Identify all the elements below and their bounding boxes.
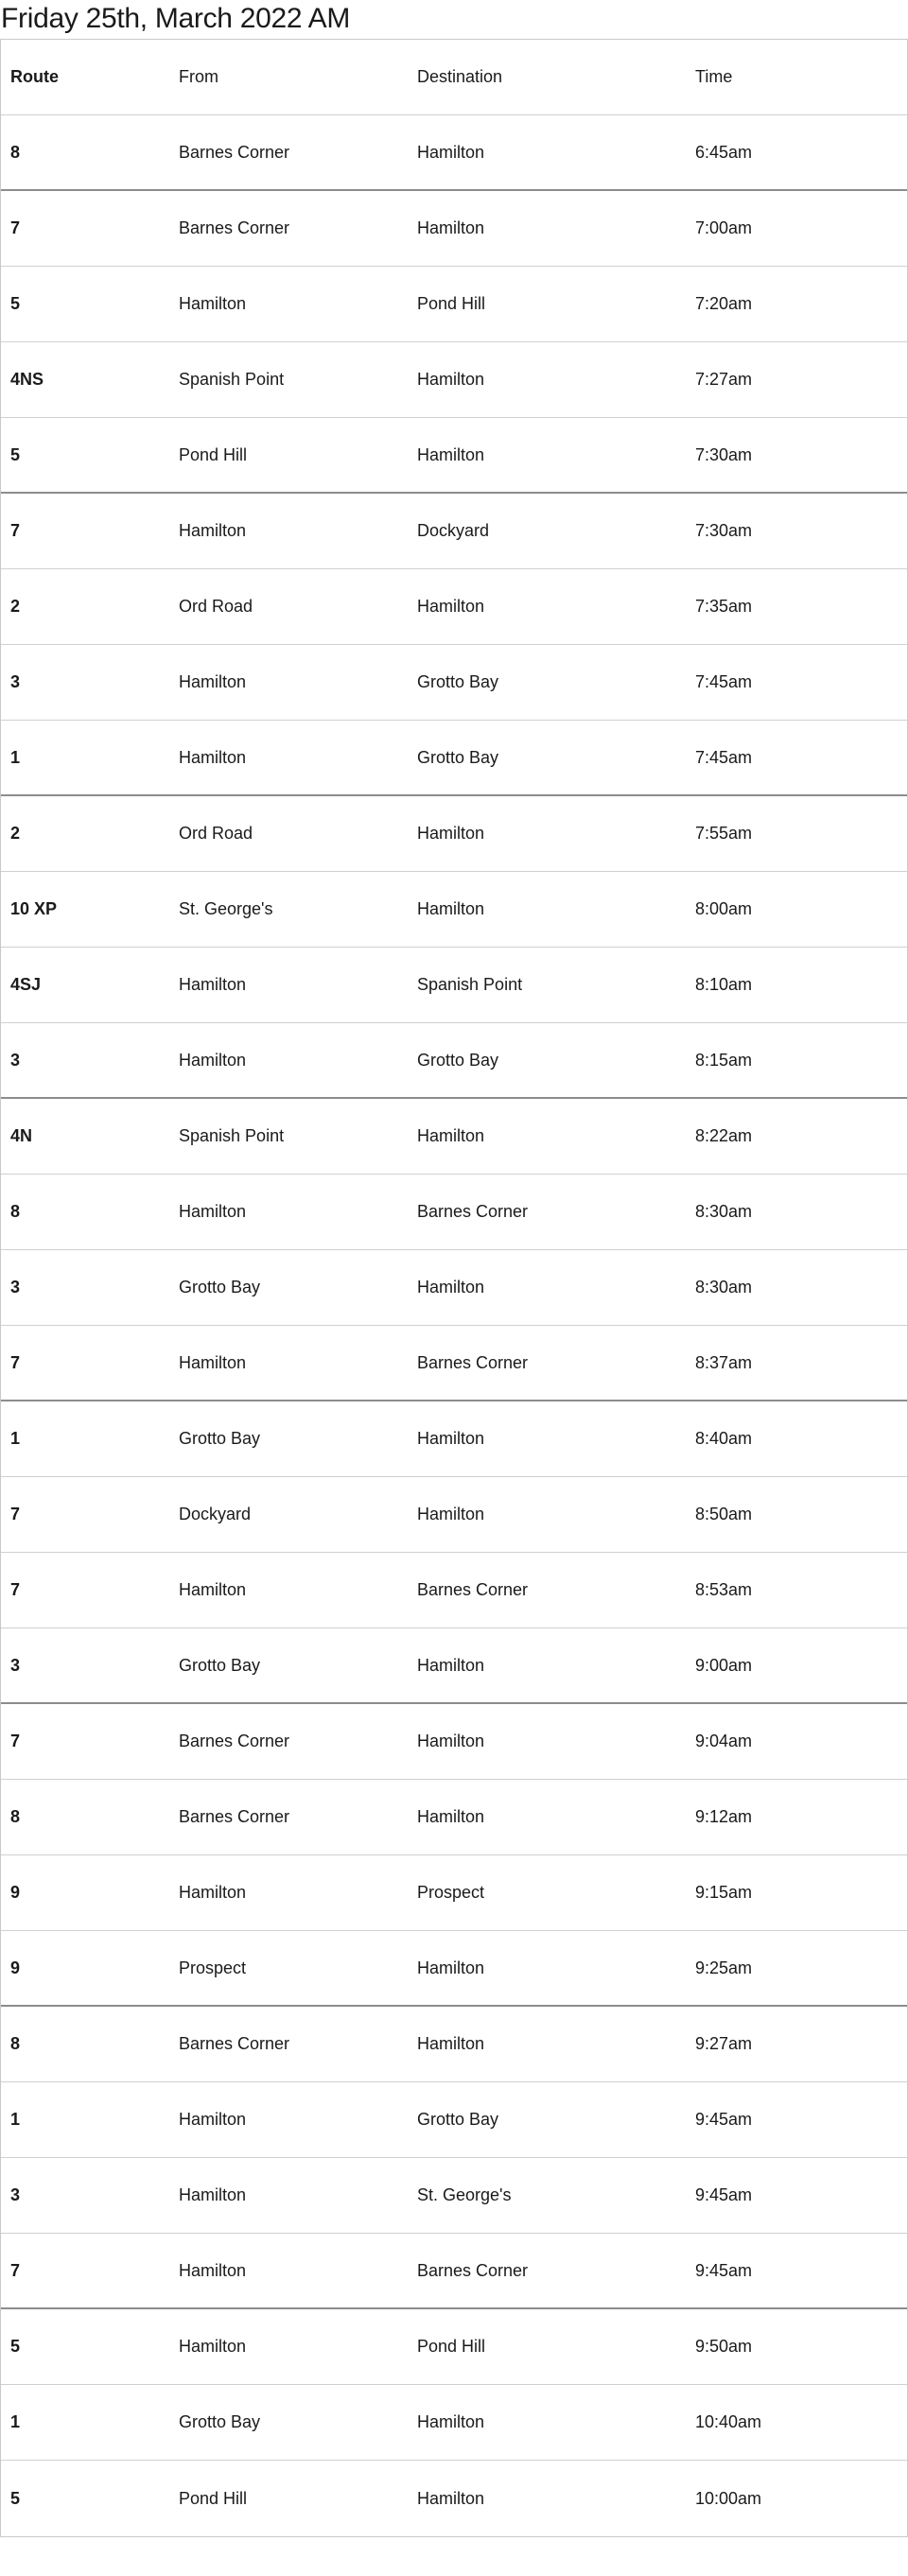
from-cell: Barnes Corner xyxy=(179,2034,290,2053)
route-cell: 7 xyxy=(10,218,21,237)
time-cell: 9:25am xyxy=(695,1958,753,1977)
table-row xyxy=(1,2007,907,2082)
destination-cell: Pond Hill xyxy=(417,294,486,313)
from-cell: Pond Hill xyxy=(179,444,248,464)
route-cell: 9 xyxy=(10,1958,21,1977)
route-cell: 7 xyxy=(10,1732,21,1750)
time-cell: 9:04am xyxy=(695,1732,753,1750)
destination-cell: Hamilton xyxy=(417,1655,485,1675)
table-row xyxy=(1,872,907,948)
column-header-destination: Destination xyxy=(417,67,503,86)
time-cell: 9:45am xyxy=(695,2185,753,2204)
time-cell: 9:00am xyxy=(695,1655,753,1675)
table-row xyxy=(1,418,907,494)
destination-cell: Grotto Bay xyxy=(417,1050,499,1070)
table-row xyxy=(1,342,907,418)
time-cell: 8:37am xyxy=(695,1352,753,1372)
route-cell: 3 xyxy=(10,1278,21,1297)
route-cell: 3 xyxy=(10,672,21,691)
route-cell: 7 xyxy=(10,1580,21,1599)
from-cell: Hamilton xyxy=(179,2110,247,2129)
route-cell: 1 xyxy=(10,2412,21,2431)
route-cell: 4SJ xyxy=(10,975,42,994)
time-cell: 7:45am xyxy=(695,672,753,691)
from-cell: Spanish Point xyxy=(179,1126,285,1145)
column-header-route: Route xyxy=(10,67,59,86)
destination-cell: Hamilton xyxy=(417,1958,485,1977)
route-cell: 3 xyxy=(10,2185,21,2204)
table-row xyxy=(1,115,907,191)
from-cell: Prospect xyxy=(179,1958,247,1977)
from-cell: Hamilton xyxy=(179,672,247,691)
table-row xyxy=(1,1175,907,1250)
table-row xyxy=(1,796,907,872)
table-row xyxy=(1,2309,907,2385)
route-cell: 5 xyxy=(10,2488,21,2508)
time-cell: 8:30am xyxy=(695,1278,753,1297)
bus-schedule-table xyxy=(0,39,908,2537)
time-cell: 9:12am xyxy=(695,1807,753,1826)
destination-cell: Hamilton xyxy=(417,2488,485,2508)
destination-cell: Barnes Corner xyxy=(417,2260,529,2280)
from-cell: Hamilton xyxy=(179,2260,247,2280)
destination-cell: Grotto Bay xyxy=(417,747,499,767)
from-cell: Barnes Corner xyxy=(179,1807,290,1826)
time-cell: 9:45am xyxy=(695,2110,753,2129)
from-cell: Grotto Bay xyxy=(179,1278,261,1297)
table-row xyxy=(1,2234,907,2309)
table-row xyxy=(1,1250,907,1326)
from-cell: Hamilton xyxy=(179,1580,247,1599)
from-cell: Hamilton xyxy=(179,2185,247,2204)
destination-cell: Grotto Bay xyxy=(417,672,499,691)
from-cell: Grotto Bay xyxy=(179,1655,261,1675)
route-cell: 8 xyxy=(10,142,21,162)
table-row xyxy=(1,1477,907,1553)
route-cell: 1 xyxy=(10,747,21,767)
column-header-from: From xyxy=(179,67,218,86)
time-cell: 8:30am xyxy=(695,1202,753,1221)
destination-cell: Barnes Corner xyxy=(417,1580,529,1599)
from-cell: Hamilton xyxy=(179,294,247,313)
route-cell: 2 xyxy=(10,597,21,616)
time-cell: 7:35am xyxy=(695,597,753,616)
from-cell: Hamilton xyxy=(179,975,247,994)
destination-cell: Hamilton xyxy=(417,597,485,616)
time-cell: 7:30am xyxy=(695,521,753,540)
route-cell: 2 xyxy=(10,824,21,843)
destination-cell: Hamilton xyxy=(417,824,485,843)
from-cell: Ord Road xyxy=(179,824,253,843)
from-cell: Spanish Point xyxy=(179,370,285,389)
time-cell: 9:45am xyxy=(695,2260,753,2280)
route-cell: 10 XP xyxy=(10,899,58,918)
route-cell: 8 xyxy=(10,1202,21,1221)
time-cell: 8:00am xyxy=(695,899,753,918)
destination-cell: Barnes Corner xyxy=(417,1202,529,1221)
destination-cell: Hamilton xyxy=(417,444,485,464)
destination-cell: Dockyard xyxy=(417,521,490,540)
table-row xyxy=(1,948,907,1023)
route-cell: 7 xyxy=(10,521,21,540)
from-cell: Hamilton xyxy=(179,1883,247,1902)
destination-cell: Hamilton xyxy=(417,1278,485,1297)
table-row xyxy=(1,1780,907,1855)
destination-cell: Pond Hill xyxy=(417,2337,486,2356)
from-cell: Hamilton xyxy=(179,521,247,540)
from-cell: Hamilton xyxy=(179,747,247,767)
time-cell: 8:22am xyxy=(695,1126,753,1145)
time-cell: 8:40am xyxy=(695,1429,753,1448)
table-row xyxy=(1,1099,907,1175)
destination-cell: Hamilton xyxy=(417,218,485,237)
table-row xyxy=(1,1401,907,1477)
destination-cell: Grotto Bay xyxy=(417,2110,499,2129)
table-header-row xyxy=(1,40,907,115)
time-cell: 9:15am xyxy=(695,1883,753,1902)
destination-cell: Hamilton xyxy=(417,2034,485,2053)
destination-cell: Hamilton xyxy=(417,1732,485,1750)
destination-cell: Hamilton xyxy=(417,1429,485,1448)
route-cell: 1 xyxy=(10,1429,21,1448)
time-cell: 6:45am xyxy=(695,142,753,162)
from-cell: Barnes Corner xyxy=(179,218,290,237)
destination-cell: Hamilton xyxy=(417,899,485,918)
table-row xyxy=(1,2158,907,2234)
from-cell: Barnes Corner xyxy=(179,142,290,162)
from-cell: Grotto Bay xyxy=(179,1429,261,1448)
table-row xyxy=(1,1855,907,1931)
page-title: Friday 25th, March 2022 AM xyxy=(1,3,351,34)
from-cell: Hamilton xyxy=(179,1050,247,1070)
destination-cell: Prospect xyxy=(417,1883,485,1902)
table-row xyxy=(1,1704,907,1780)
table-row xyxy=(1,494,907,569)
table-row xyxy=(1,191,907,267)
column-header-time: Time xyxy=(695,67,733,86)
destination-cell: Hamilton xyxy=(417,1807,485,1826)
time-cell: 9:50am xyxy=(695,2337,753,2356)
destination-cell: Hamilton xyxy=(417,370,485,389)
time-cell: 10:00am xyxy=(695,2488,762,2508)
time-cell: 8:10am xyxy=(695,975,753,994)
route-cell: 7 xyxy=(10,2260,21,2280)
table-row xyxy=(1,1553,907,1628)
time-cell: 7:45am xyxy=(695,747,753,767)
time-cell: 8:53am xyxy=(695,1580,753,1599)
destination-cell: Barnes Corner xyxy=(417,1352,529,1372)
table-row xyxy=(1,1023,907,1099)
destination-cell: Hamilton xyxy=(417,1505,485,1523)
from-cell: Pond Hill xyxy=(179,2488,248,2508)
from-cell: Hamilton xyxy=(179,2337,247,2356)
from-cell: St. George's xyxy=(179,899,273,918)
from-cell: Dockyard xyxy=(179,1505,252,1523)
route-cell: 7 xyxy=(10,1352,21,1372)
route-cell: 5 xyxy=(10,444,21,464)
table-row xyxy=(1,2461,907,2536)
route-cell: 5 xyxy=(10,294,21,313)
destination-cell: Hamilton xyxy=(417,2412,485,2431)
from-cell: Hamilton xyxy=(179,1352,247,1372)
route-cell: 5 xyxy=(10,2337,21,2356)
table-row xyxy=(1,721,907,796)
table-row xyxy=(1,2082,907,2158)
destination-cell: Spanish Point xyxy=(417,975,523,994)
from-cell: Grotto Bay xyxy=(179,2412,261,2431)
route-cell: 4N xyxy=(10,1126,33,1145)
route-cell: 3 xyxy=(10,1655,21,1675)
route-cell: 8 xyxy=(10,2034,21,2053)
time-cell: 7:27am xyxy=(695,370,753,389)
route-cell: 4NS xyxy=(10,370,44,389)
from-cell: Barnes Corner xyxy=(179,1732,290,1750)
route-cell: 8 xyxy=(10,1807,21,1826)
table-row xyxy=(1,569,907,645)
table-row xyxy=(1,1326,907,1401)
table-row xyxy=(1,645,907,721)
table-row xyxy=(1,1628,907,1704)
route-cell: 1 xyxy=(10,2110,21,2129)
time-cell: 7:30am xyxy=(695,444,753,464)
destination-cell: St. George's xyxy=(417,2185,512,2204)
route-cell: 9 xyxy=(10,1883,21,1902)
destination-cell: Hamilton xyxy=(417,142,485,162)
from-cell: Hamilton xyxy=(179,1202,247,1221)
from-cell: Ord Road xyxy=(179,597,253,616)
time-cell: 7:20am xyxy=(695,294,753,313)
time-cell: 8:15am xyxy=(695,1050,753,1070)
time-cell: 9:27am xyxy=(695,2034,753,2053)
time-cell: 10:40am xyxy=(695,2412,762,2431)
time-cell: 7:55am xyxy=(695,824,753,843)
destination-cell: Hamilton xyxy=(417,1126,485,1145)
table-row xyxy=(1,2385,907,2461)
time-cell: 7:00am xyxy=(695,218,753,237)
route-cell: 3 xyxy=(10,1050,21,1070)
table-body xyxy=(1,115,907,2536)
time-cell: 8:50am xyxy=(695,1505,753,1523)
table-row xyxy=(1,267,907,342)
route-cell: 7 xyxy=(10,1505,21,1523)
table-row xyxy=(1,1931,907,2007)
